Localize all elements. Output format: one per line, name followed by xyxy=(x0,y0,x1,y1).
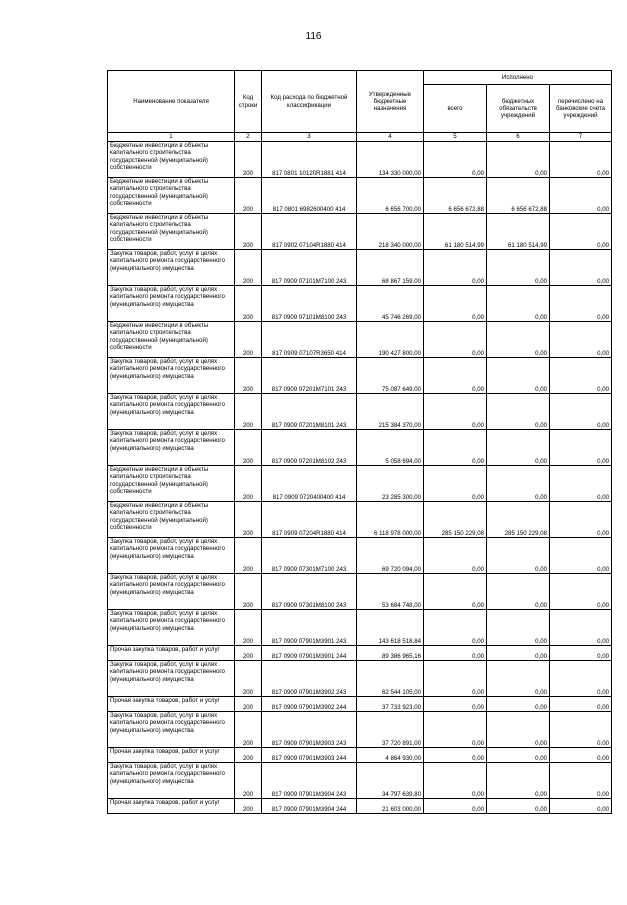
row-approved: 37 733 923,00 xyxy=(357,697,424,712)
table-row xyxy=(108,502,612,538)
table-body xyxy=(108,142,612,814)
row-approved: 53 684 748,00 xyxy=(357,574,424,610)
row-expense-code: 817 0909 07301M7100 243 xyxy=(262,538,357,574)
row-executed-budget: 0,00 xyxy=(487,394,550,430)
row-line-code: 200 xyxy=(235,214,262,250)
row-name: Прочая закупка товаров, работ и услуг xyxy=(108,799,235,814)
row-expense-code: 817 0909 07201M7101 243 xyxy=(262,358,357,394)
row-name: Закупка товаров, работ, услуг в целях капитального ремонта государственного (муниципального) имущества xyxy=(108,286,235,322)
row-line-code: 200 xyxy=(235,799,262,814)
row-approved: 89 386 965,16 xyxy=(357,646,424,661)
row-executed-transferred: 0,00 xyxy=(550,178,612,214)
row-line-code: 200 xyxy=(235,661,262,697)
page-number: 116 xyxy=(305,31,322,42)
table-row xyxy=(108,661,612,697)
row-executed-budget: 0,00 xyxy=(487,358,550,394)
row-approved: 68 867 159,00 xyxy=(357,250,424,286)
row-name: Бюджетные инвестиции в объекты капитального строительства государственной (муниципальной) собственности xyxy=(108,322,235,358)
header-approved: Утвержденные бюджетные назначения xyxy=(357,71,424,133)
row-executed-total: 0,00 xyxy=(424,697,487,712)
column-number: 5 xyxy=(424,133,487,142)
column-number: 1 xyxy=(108,133,235,142)
row-executed-transferred: 0,00 xyxy=(550,646,612,661)
table-row xyxy=(108,322,612,358)
row-approved: 134 330 000,00 xyxy=(357,142,424,178)
row-line-code: 200 xyxy=(235,697,262,712)
row-approved: 5 058 694,00 xyxy=(357,430,424,466)
row-expense-code: 817 0909 07101M7100 243 xyxy=(262,250,357,286)
row-expense-code: 817 0909 07101M8100 243 xyxy=(262,286,357,322)
row-executed-transferred: 0,00 xyxy=(550,142,612,178)
header-executed: Исполнено xyxy=(424,71,612,85)
row-executed-transferred: 0,00 xyxy=(550,322,612,358)
row-approved: 6 118 978 000,00 xyxy=(357,502,424,538)
row-approved: 143 618 518,84 xyxy=(357,610,424,646)
row-approved: 215 384 370,00 xyxy=(357,394,424,430)
row-executed-budget: 0,00 xyxy=(487,286,550,322)
row-approved: 37 720 891,00 xyxy=(357,712,424,748)
row-line-code: 200 xyxy=(235,502,262,538)
row-executed-budget: 0,00 xyxy=(487,142,550,178)
table-header xyxy=(108,71,612,142)
row-executed-total: 0,00 xyxy=(424,358,487,394)
row-executed-transferred: 0,00 xyxy=(550,430,612,466)
row-executed-total: 0,00 xyxy=(424,748,487,763)
row-expense-code: 817 0909 07901M3901 244 xyxy=(262,646,357,661)
row-executed-transferred: 0,00 xyxy=(550,538,612,574)
row-expense-code: 817 0909 07201M8101 243 xyxy=(262,394,357,430)
row-name: Бюджетные инвестиции в объекты капитального строительства государственной (муниципальной) собственности xyxy=(108,178,235,214)
row-line-code: 200 xyxy=(235,748,262,763)
row-approved: 75 087 649,00 xyxy=(357,358,424,394)
row-line-code: 200 xyxy=(235,142,262,178)
table-row xyxy=(108,466,612,502)
row-expense-code: 817 0909 07901M3902 243 xyxy=(262,661,357,697)
table-row xyxy=(108,286,612,322)
row-line-code: 200 xyxy=(235,466,262,502)
row-executed-transferred: 0,00 xyxy=(550,763,612,799)
table-row xyxy=(108,214,612,250)
row-executed-total: 0,00 xyxy=(424,430,487,466)
row-expense-code: 817 0909 07201M8102 243 xyxy=(262,430,357,466)
row-executed-transferred: 0,00 xyxy=(550,466,612,502)
row-expense-code: 817 0909 0720400400 414 xyxy=(262,466,357,502)
row-line-code: 200 xyxy=(235,574,262,610)
column-number: 7 xyxy=(550,133,612,142)
row-executed-total: 0,00 xyxy=(424,712,487,748)
row-expense-code: 817 0909 07204R1880 414 xyxy=(262,502,357,538)
row-name: Прочая закупка товаров, работ и услуг xyxy=(108,748,235,763)
row-expense-code: 817 0909 07901M3902 244 xyxy=(262,697,357,712)
row-name: Закупка товаров, работ, услуг в целях капитального ремонта государственного (муниципального) имущества xyxy=(108,712,235,748)
row-executed-transferred: 0,00 xyxy=(550,610,612,646)
row-name: Закупка товаров, работ, услуг в целях капитального ремонта государственного (муниципального) имущества xyxy=(108,394,235,430)
table-row xyxy=(108,697,612,712)
table-row xyxy=(108,763,612,799)
row-expense-code: 817 0909 07901M3903 243 xyxy=(262,712,357,748)
column-numbers-row xyxy=(108,133,612,142)
row-executed-budget: 0,00 xyxy=(487,430,550,466)
row-executed-budget: 0,00 xyxy=(487,250,550,286)
row-executed-budget: 285 150 229,08 xyxy=(487,502,550,538)
row-line-code: 200 xyxy=(235,322,262,358)
header-line-code: Код строки xyxy=(235,71,262,133)
header-total: всего xyxy=(424,85,487,133)
row-executed-transferred: 0,00 xyxy=(550,502,612,538)
row-executed-total: 61 180 514,99 xyxy=(424,214,487,250)
column-number: 6 xyxy=(487,133,550,142)
row-approved: 218 340 000,00 xyxy=(357,214,424,250)
row-executed-budget: 0,00 xyxy=(487,697,550,712)
row-name: Бюджетные инвестиции в объекты капитального строительства государственной (муниципальной) собственности xyxy=(108,466,235,502)
row-executed-total: 0,00 xyxy=(424,799,487,814)
row-executed-total: 0,00 xyxy=(424,763,487,799)
row-executed-budget: 6 656 672,88 xyxy=(487,178,550,214)
table-row xyxy=(108,574,612,610)
column-number: 2 xyxy=(235,133,262,142)
table-row xyxy=(108,799,612,814)
row-executed-transferred: 0,00 xyxy=(550,574,612,610)
row-executed-transferred: 0,00 xyxy=(550,661,612,697)
table-row xyxy=(108,646,612,661)
row-expense-code: 817 0902 07104R1880 414 xyxy=(262,214,357,250)
header-name: Наименование показателя xyxy=(108,71,235,133)
header-transferred: перечислено на банковские счета учреждений xyxy=(550,85,612,133)
row-executed-total: 0,00 xyxy=(424,322,487,358)
row-executed-total: 0,00 xyxy=(424,394,487,430)
row-executed-total: 0,00 xyxy=(424,538,487,574)
row-executed-budget: 0,00 xyxy=(487,748,550,763)
row-executed-transferred: 0,00 xyxy=(550,214,612,250)
row-approved: 45 746 269,00 xyxy=(357,286,424,322)
table-row xyxy=(108,394,612,430)
row-approved: 34 797 639,80 xyxy=(357,763,424,799)
row-approved: 62 544 105,00 xyxy=(357,661,424,697)
row-expense-code: 817 0909 07901M3904 243 xyxy=(262,763,357,799)
row-approved: 6 656 700,00 xyxy=(357,178,424,214)
row-executed-budget: 0,00 xyxy=(487,799,550,814)
row-expense-code: 817 0909 07107R3650 414 xyxy=(262,322,357,358)
row-executed-transferred: 0,00 xyxy=(550,286,612,322)
row-name: Бюджетные инвестиции в объекты капитального строительства государственной (муниципальной) собственности xyxy=(108,502,235,538)
row-executed-budget: 0,00 xyxy=(487,646,550,661)
row-executed-budget: 0,00 xyxy=(487,538,550,574)
row-name: Закупка товаров, работ, услуг в целях капитального ремонта государственного (муниципального) имущества xyxy=(108,574,235,610)
row-name: Закупка товаров, работ, услуг в целях капитального ремонта государственного (муниципального) имущества xyxy=(108,250,235,286)
row-executed-transferred: 0,00 xyxy=(550,712,612,748)
table-row xyxy=(108,538,612,574)
row-line-code: 200 xyxy=(235,430,262,466)
row-expense-code: 817 0909 07901M3903 244 xyxy=(262,748,357,763)
table-row xyxy=(108,610,612,646)
row-executed-transferred: 0,00 xyxy=(550,358,612,394)
row-executed-budget: 0,00 xyxy=(487,466,550,502)
row-approved: 21 603 000,00 xyxy=(357,799,424,814)
row-expense-code: 817 0801 10120R1881 414 xyxy=(262,142,357,178)
column-number: 3 xyxy=(262,133,357,142)
row-line-code: 200 xyxy=(235,763,262,799)
row-executed-total: 0,00 xyxy=(424,610,487,646)
row-executed-budget: 61 180 514,99 xyxy=(487,214,550,250)
row-approved: 69 720 094,00 xyxy=(357,538,424,574)
row-executed-transferred: 0,00 xyxy=(550,250,612,286)
header-expense-code: Код расхода по бюджетной классификации xyxy=(262,71,357,133)
row-executed-total: 0,00 xyxy=(424,250,487,286)
row-name: Бюджетные инвестиции в объекты капитального строительства государственной (муниципальной) собственности xyxy=(108,214,235,250)
row-name: Бюджетные инвестиции в объекты капитального строительства государственной (муниципальной) собственности xyxy=(108,142,235,178)
table-row xyxy=(108,142,612,178)
row-executed-total: 285 150 229,08 xyxy=(424,502,487,538)
table-row xyxy=(108,430,612,466)
row-executed-budget: 0,00 xyxy=(487,574,550,610)
row-executed-total: 0,00 xyxy=(424,286,487,322)
row-executed-total: 0,00 xyxy=(424,661,487,697)
row-approved: 23 285 300,00 xyxy=(357,466,424,502)
row-executed-total: 0,00 xyxy=(424,574,487,610)
row-line-code: 200 xyxy=(235,394,262,430)
row-name: Закупка товаров, работ, услуг в целях капитального ремонта государственного (муниципального) имущества xyxy=(108,661,235,697)
row-expense-code: 817 0909 07301M8100 243 xyxy=(262,574,357,610)
row-approved: 190 427 800,00 xyxy=(357,322,424,358)
row-line-code: 200 xyxy=(235,646,262,661)
table-row xyxy=(108,712,612,748)
row-executed-transferred: 0,00 xyxy=(550,748,612,763)
row-executed-budget: 0,00 xyxy=(487,610,550,646)
row-name: Закупка товаров, работ, услуг в целях капитального ремонта государственного (муниципального) имущества xyxy=(108,763,235,799)
row-executed-total: 0,00 xyxy=(424,142,487,178)
row-line-code: 200 xyxy=(235,538,262,574)
row-executed-total: 0,00 xyxy=(424,466,487,502)
table-row xyxy=(108,250,612,286)
row-line-code: 200 xyxy=(235,250,262,286)
header-budget-institutions: бюджетных обязательств учреждений xyxy=(487,85,550,133)
row-executed-budget: 0,00 xyxy=(487,661,550,697)
row-executed-budget: 0,00 xyxy=(487,763,550,799)
row-name: Закупка товаров, работ, услуг в целях капитального ремонта государственного (муниципального) имущества xyxy=(108,610,235,646)
row-approved: 4 864 930,00 xyxy=(357,748,424,763)
row-executed-transferred: 0,00 xyxy=(550,394,612,430)
row-name: Прочая закупка товаров, работ и услуг xyxy=(108,646,235,661)
row-expense-code: 817 0801 6982600400 414 xyxy=(262,178,357,214)
table-row xyxy=(108,178,612,214)
row-name: Закупка товаров, работ, услуг в целях капитального ремонта государственного (муниципального) имущества xyxy=(108,538,235,574)
budget-execution-table xyxy=(107,70,612,814)
row-executed-transferred: 0,00 xyxy=(550,799,612,814)
row-line-code: 200 xyxy=(235,358,262,394)
column-number: 4 xyxy=(357,133,424,142)
table-row xyxy=(108,358,612,394)
table-row xyxy=(108,748,612,763)
row-executed-total: 6 656 672,88 xyxy=(424,178,487,214)
row-line-code: 200 xyxy=(235,712,262,748)
row-name: Закупка товаров, работ, услуг в целях капитального ремонта государственного (муниципального) имущества xyxy=(108,358,235,394)
row-line-code: 200 xyxy=(235,178,262,214)
row-executed-total: 0,00 xyxy=(424,646,487,661)
row-executed-budget: 0,00 xyxy=(487,322,550,358)
row-executed-budget: 0,00 xyxy=(487,712,550,748)
row-line-code: 200 xyxy=(235,286,262,322)
row-executed-transferred: 0,00 xyxy=(550,697,612,712)
row-expense-code: 817 0909 07901M3901 243 xyxy=(262,610,357,646)
row-expense-code: 817 0909 07901M3904 244 xyxy=(262,799,357,814)
row-name: Прочая закупка товаров, работ и услуг xyxy=(108,697,235,712)
row-line-code: 200 xyxy=(235,610,262,646)
row-name: Закупка товаров, работ, услуг в целях капитального ремонта государственного (муниципального) имущества xyxy=(108,430,235,466)
